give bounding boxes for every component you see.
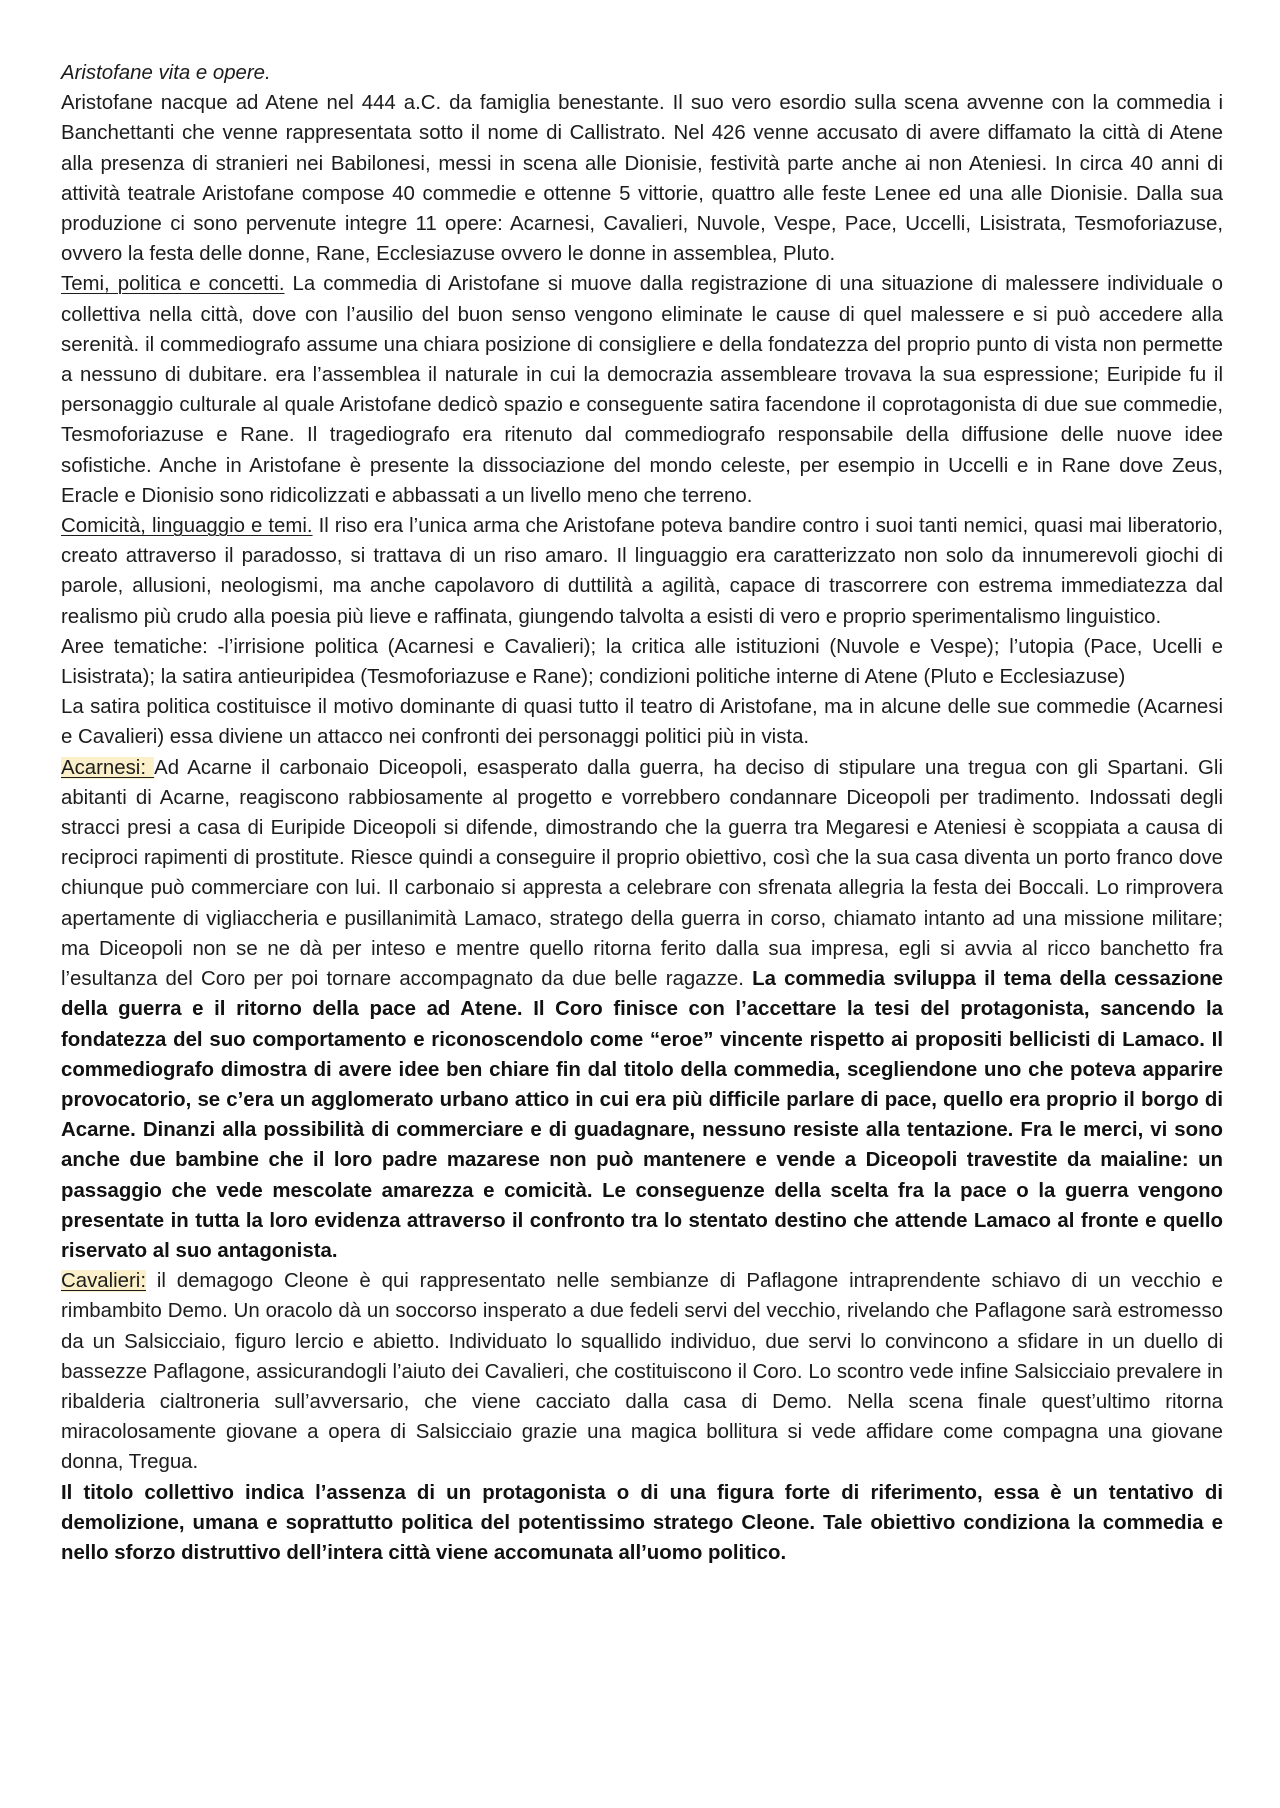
text-acarnesi: Ad Acarne il carbonaio Diceopoli, esasperato dalla guerra, ha deciso di stipulare una tregua con gli Spartani. Gli abitanti di Acarne, reagiscono rabbiosamente al progetto e vorrebbero condannare Diceopoli per tradimento. Indossati degli stracci presi a casa di Euripide Diceopoli si difende, dimostrando che la guerra tra Megaresi e Ateniesi è scoppiata a causa di reciproci rapimenti di prostitute. Riesce quindi a conseguire il proprio obiettivo, così che la sua casa diventa un porto franco dove chiunque può commerciare con lui. Il carbonaio si appresta a celebrare con sfrenata allegria la festa dei Boccali. Lo rimprovera apertamente di vigliaccheria e pusillanimità Lamaco, stratego della guerra in corso, chiamato intanto ad una missione militare; ma Diceopoli non se ne dà per inteso e mentre quello ritorna ferito dalla sua impresa, egli si avvia al ricco banchetto fra l’esultanza del Coro per poi tornare accompagnato da due belle ragazze. bbox=[61, 756, 1223, 991]
paragraph-cavalieri bbox=[61, 1266, 1223, 1477]
page-title: Aristofane vita e opere. bbox=[61, 62, 271, 84]
text-comicita: Il riso era l’unica arma che Aristofane poteva bandire contro i suoi tanti nemici, quasi mai liberatorio, creato attraverso il paradosso, si trattava di un riso amaro. Il linguaggio era caratterizzato non solo da innumerevoli giochi di parole, allusioni, neologismi, ma anche capolavoro di duttilità a agilità, capace di trascorrere con estrema immediatezza dal realismo più crudo alla poesia più lieve e raffinata, giungendo talvolta a esisti di vero e proprio sperimentalismo linguistico. bbox=[61, 515, 1223, 628]
paragraph-satira: La satira politica costituisce il motivo dominante di quasi tutto il teatro di Aristofane, ma in alcune delle sue commedie (Acarnesi e Cavalieri) essa diviene un attacco nei confronti dei personaggi politici più in vista. bbox=[61, 696, 1223, 749]
heading-comicita: Comicità, linguaggio e temi. bbox=[61, 515, 313, 538]
document-page bbox=[61, 58, 1223, 1568]
text-cavalieri: il demagogo Cleone è qui rappresentato nelle sembianze di Paflagone intraprendente schiavo di un vecchio e rimbambito Demo. Un oracolo dà un soccorso insperato a due fedeli servi del vecchio, rivelando che Paflagone sarà estromesso da un Salsicciaio, figuro lercio e abietto. Individuato lo squallido individuo, due servi lo convincono a sfidare in un duello di bassezze Paflagone, assicurandogli l’aiuto dei Cavalieri, che costituiscono il Coro. Lo scontro vede infine Salsicciaio prevalere in ribalderia cialtroneria sull’avversario, che viene cacciato dalla casa di Demo. Nella scena finale quest’ultimo ritorna miracolosamente giovane a opera di Salsicciaio grazie una magica bollitura si vede affidare come compagna una giovane donna, Tregua. bbox=[61, 1270, 1223, 1474]
paragraph-vita: Aristofane nacque ad Atene nel 444 a.C. da famiglia benestante. Il suo vero esordio sulla scena avvenne con la commedia i Banchettanti che venne rappresentata sotto il nome di Callistrato. Nel 426 venne accusato di avere diffamato la città di Atene alla presenza di stranieri nei Babilonesi, messi in scena alle Dionisie, festività parte anche ai non Ateniesi. In circa 40 anni di attività teatrale Aristofane compose 40 commedie e ottenne 5 vittorie, quattro alle feste Lenee ed una alle Dionisie. Dalla sua produzione ci sono pervenute integre 11 opere: Acarnesi, Cavalieri, Nuvole, Vespe, Pace, Uccelli, Lisistrata, Tesmoforiazuse, ovvero la festa delle donne, Rane, Ecclesiazuse ovvero le donne in assemblea, Pluto. bbox=[61, 92, 1223, 266]
paragraph-comicita bbox=[61, 511, 1223, 632]
bold-acarnesi: La commedia sviluppa il tema della cessazione della guerra e il ritorno della pace ad Atene. Il Coro finisce con l’accettare la tesi del protagonista, sancendo la fondatezza del suo comportamento e riconoscendolo come “eroe” vincente rispetto ai propositi bellicisti di Lamaco. Il commediografo dimostra di avere idee ben chiare fin dal titolo della commedia, scegliendone uno che poteva apparire provocatorio, se c’era un agglomerato urbano attico in cui era più difficile parlare di pace, quello era proprio il borgo di Acarne. Dinanzi alla possibilità di commerciare e di guadagnare, nessuno resiste alla tentazione. Fra le merci, vi sono anche due bambine che il loro padre mazarese non può mantenere e vende a Diceopoli travestite da maialine: un passaggio che vede mescolate amarezza e comicità. Le conseguenze della scelta fra la pace o la guerra vengono presentate in tutta la loro evidenza attraverso il confronto tra lo stentato destino che attende Lamaco al fronte e quello riservato al suo antagonista. bbox=[61, 968, 1223, 1262]
paragraph-aree: Aree tematiche: -l’irrisione politica (Acarnesi e Cavalieri); la critica alle istituzioni (Nuvole e Vespe); l’utopia (Pace, Ucelli e Lisistrata); la satira antieuripidea (Tesmoforiazuse e Rane); condizioni politiche interne di Atene (Pluto e Ecclesiazuse) bbox=[61, 635, 1223, 689]
text-temi: La commedia di Aristofane si muove dalla registrazione di una situazione di malessere individuale o collettiva nella città, dove con l’ausilio del buon senso vengono eliminate le cause di quel malessere e si può accedere alla serenità. il commediografo assume una chiara posizione di consigliere e della fondatezza del proprio punto di vista non permette a nessuno di dubitare. era l’assemblea il naturale in cui la democrazia assembleare trovava la sua espressione; Euripide fu il personaggio culturale al quale Aristofane dedicò spazio e conseguente satira facendone il coprotagonista di due sue commedie, Tesmoforiazuse e Rane. Il tragediografo era ritenuto dal commediografo responsabile della diffusione delle nuove idee sofistiche. Anche in Aristofane è presente la dissociazione del mondo celeste, per esempio in Uccelli e in Rane dove Zeus, Eracle e Dionisio sono ridicolizzati e abbassati a un livello meno che terreno. bbox=[61, 273, 1223, 507]
paragraph-acarnesi bbox=[61, 753, 1223, 1266]
heading-acarnesi: Acarnesi: bbox=[61, 756, 155, 779]
heading-temi: Temi, politica e concetti. bbox=[61, 273, 285, 296]
heading-cavalieri: Cavalieri: bbox=[61, 1270, 146, 1293]
paragraph-temi bbox=[61, 269, 1223, 511]
paragraph-cavalieri-bold: Il titolo collettivo indica l’assenza di un protagonista o di una figura forte di riferimento, essa è un tentativo di demolizione, umana e soprattutto politica del potentissimo stratego Cleone. Tale obiettivo condiziona la commedia e nello sforzo distruttivo dell’intera città viene accomunata all’uomo politico. bbox=[61, 1481, 1223, 1564]
